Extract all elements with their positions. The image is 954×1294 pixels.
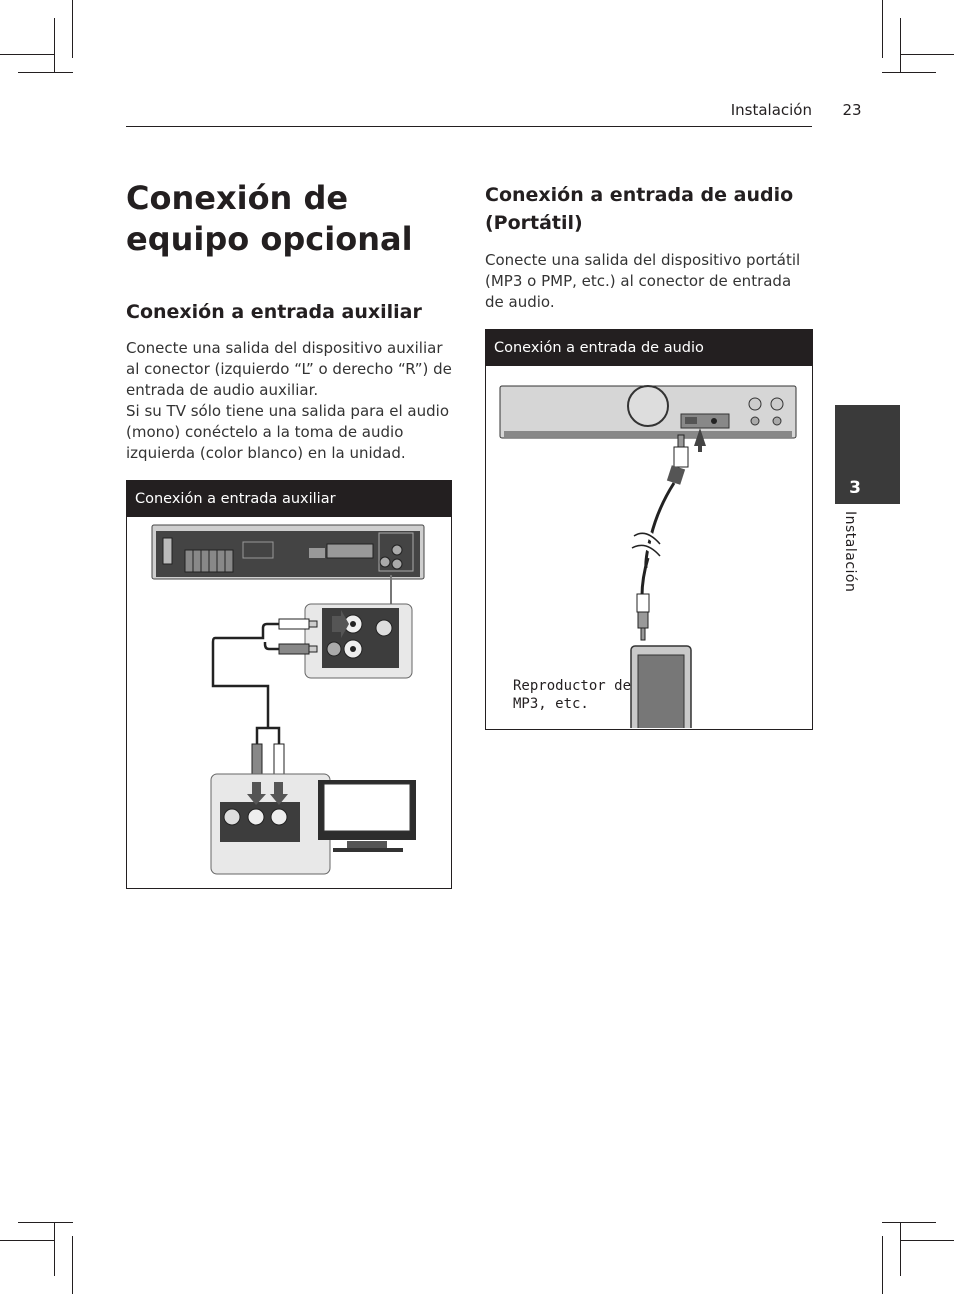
chapter-side-label: Instalación (842, 511, 858, 593)
audio-in-connection-diagram (486, 368, 811, 728)
header-rule (126, 126, 812, 127)
audio-in-connection-figure (485, 329, 813, 730)
page-number: 23 (842, 101, 862, 119)
portable-section-heading: Conexión a entrada de audio (Portátil) (485, 184, 794, 234)
mp3-caption-line-1: Reproductor de (513, 678, 632, 694)
unit-rear-panel (152, 525, 424, 579)
page-title: Conexión de equipo opcional (126, 179, 413, 258)
mp3-player-device (631, 646, 691, 728)
tv-output-panel (211, 774, 330, 874)
audio-in-figure-title: Conexión a entrada de audio (486, 330, 812, 366)
mini-jack-plug (667, 435, 688, 485)
aux-connection-figure (126, 480, 452, 889)
aux-section-heading: Conexión a entrada auxiliar (126, 301, 422, 323)
unit-front-panel (500, 386, 796, 438)
aux-body-paragraph-2: Si su TV sólo tiene una salida para el audio (mono) conéctelo a la toma de audio izquierda (color blanco) en la unidad. (126, 402, 449, 462)
portable-body-paragraph: Conecte una salida del dispositivo portátil (MP3 o PMP, etc.) al conector de entrada de audio. (485, 251, 801, 311)
aux-body-paragraph-1: Conecte una salida del dispositivo auxiliar al conector (izquierdo “L” o derecho “R”) de entrada de audio auxiliar. (126, 339, 452, 399)
tv-set (318, 780, 416, 852)
aux-connection-diagram (127, 518, 450, 888)
aux-figure-title: Conexión a entrada auxiliar (127, 481, 451, 517)
chapter-number: 3 (849, 478, 861, 498)
running-header-section: Instalación (730, 101, 812, 119)
mp3-caption-line-2: MP3, etc. (513, 696, 589, 712)
zoomed-jack-panel (305, 604, 412, 678)
